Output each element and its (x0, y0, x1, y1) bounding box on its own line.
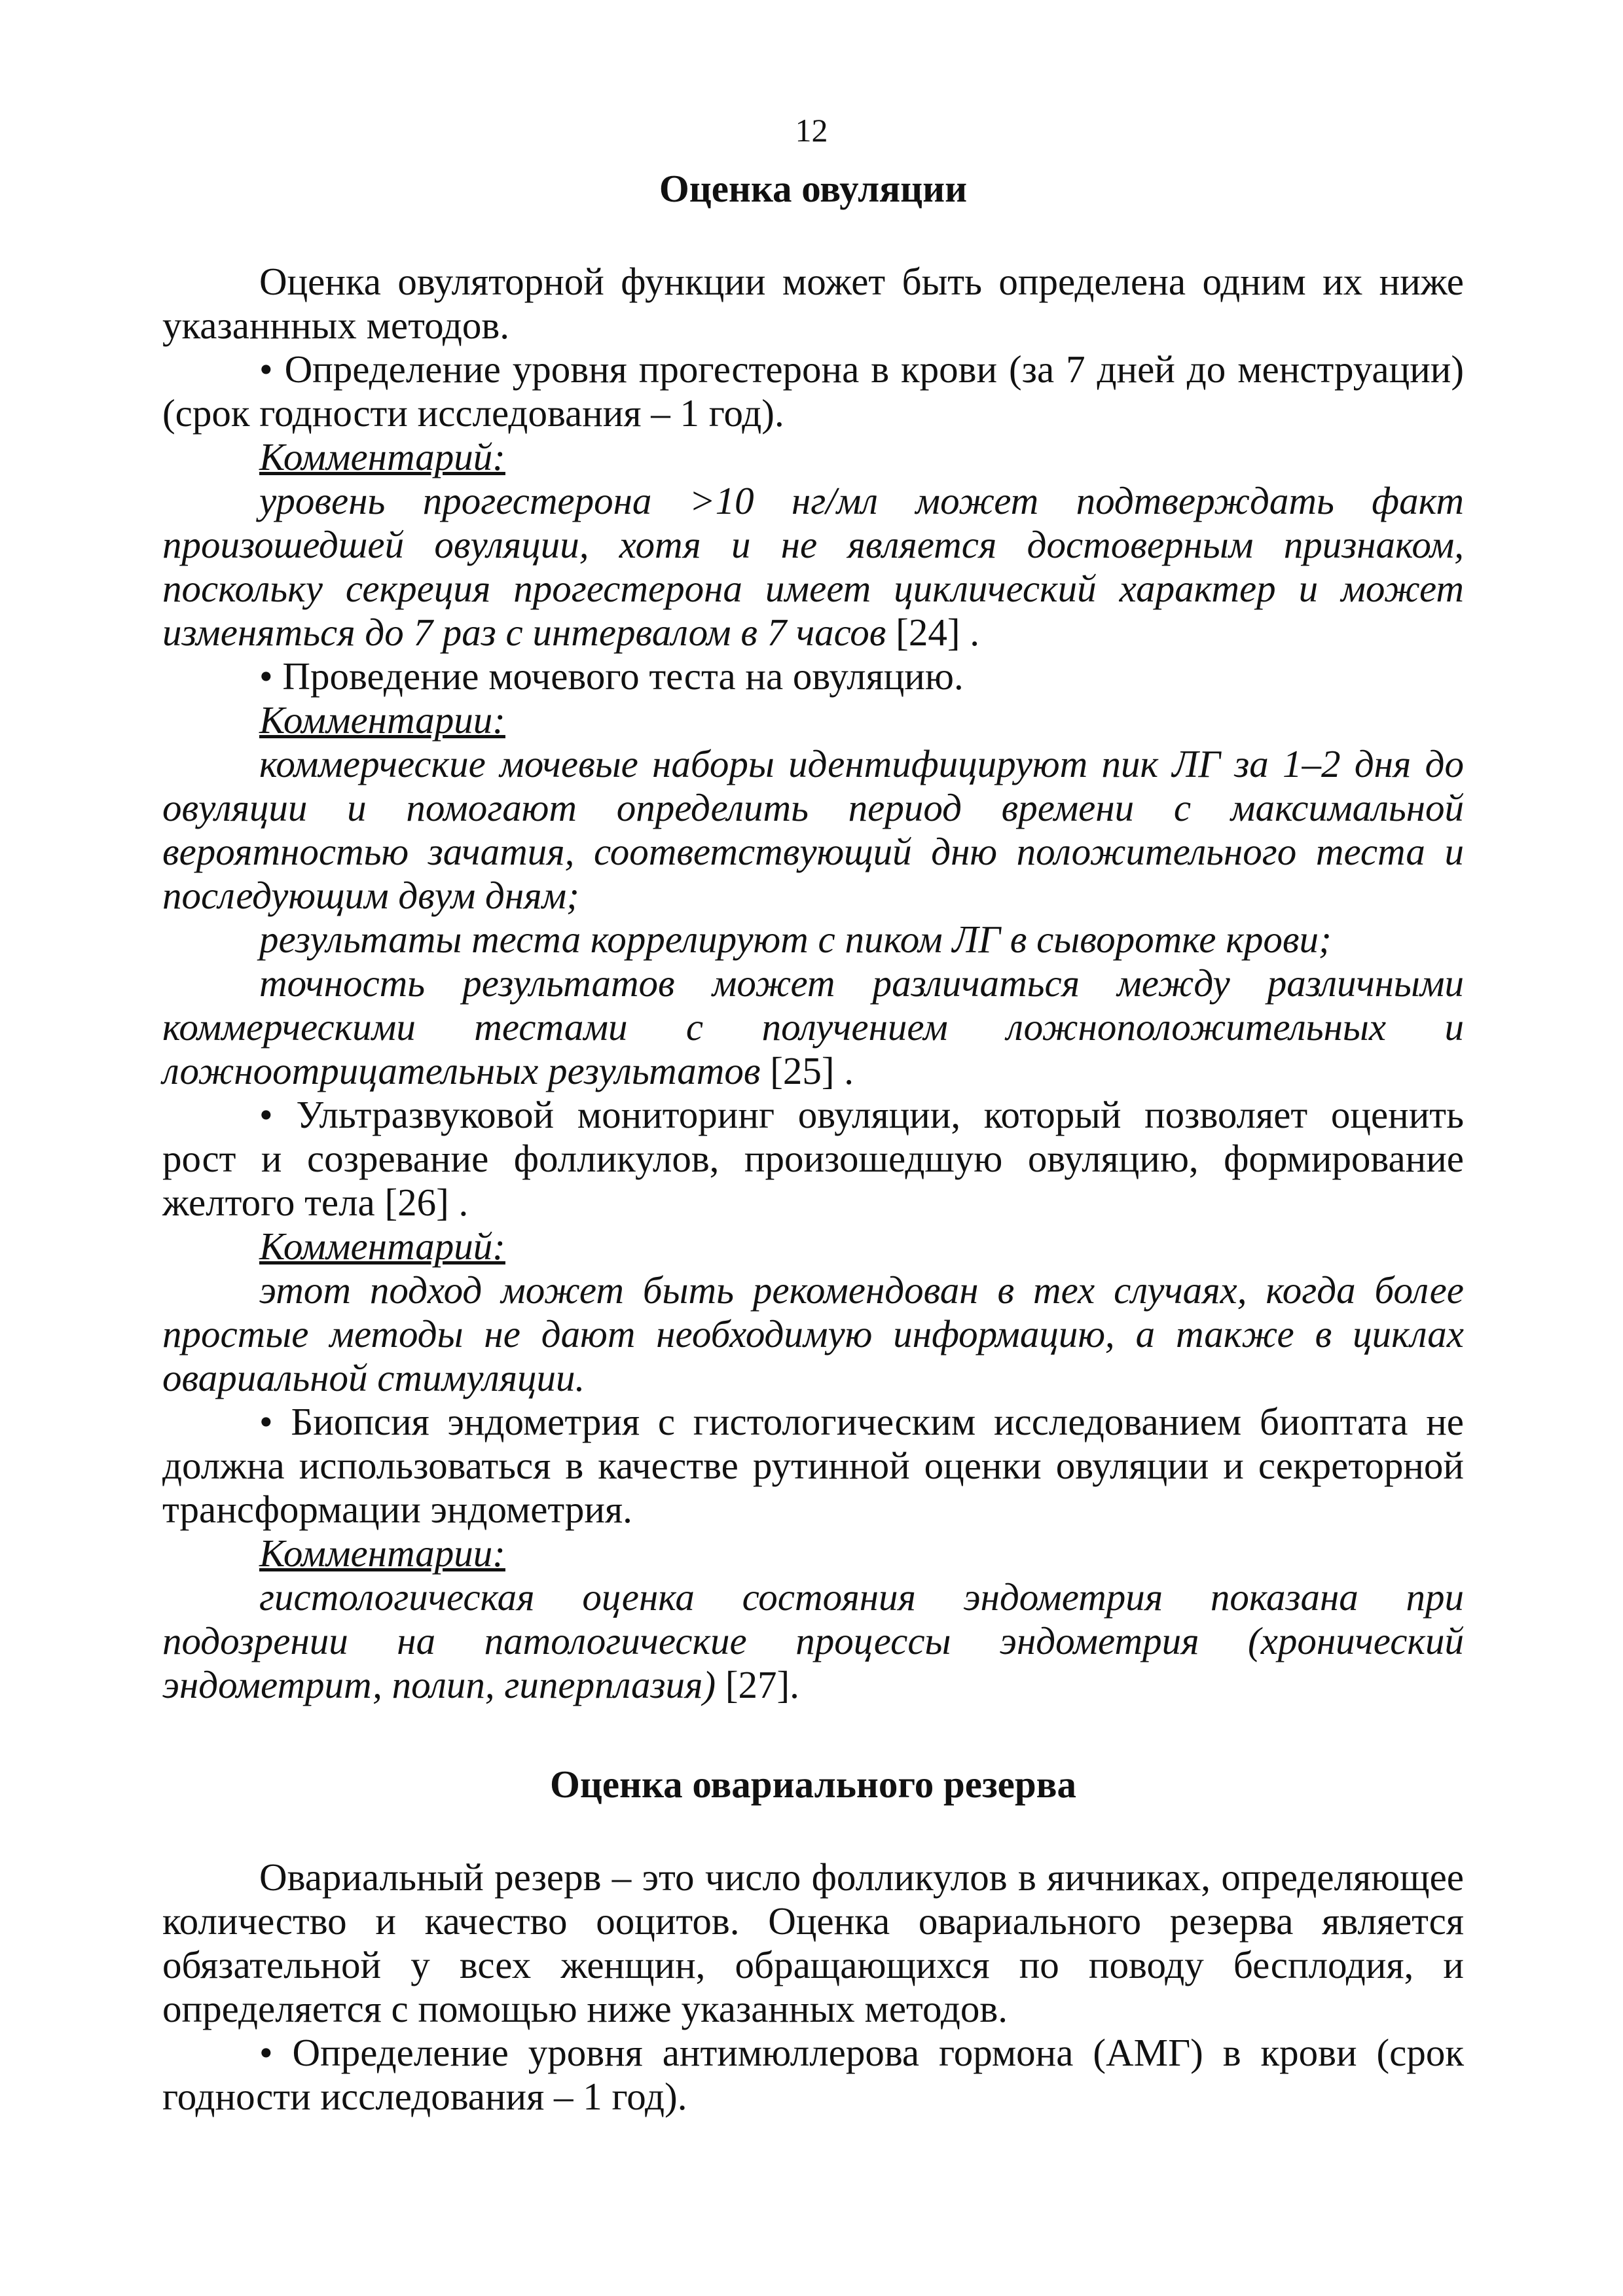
method-item: • Определение уровня прогестерона в крови (за 7 дней до менструации) (срок годности исследования – 1 год). (162, 348, 1464, 435)
comment-label: Комментарии: (259, 1532, 505, 1575)
citation-ref: [25] . (760, 1049, 854, 1092)
section-intro: Оценка овуляторной функции может быть определена одним их ниже указаннных методов. (162, 260, 1464, 347)
section-title-ovulation: Оценка овуляции (659, 167, 968, 210)
method-item: • Определение уровня антимюллерова гормона (АМГ) в крови (срок годности исследования – 1 год). (162, 2031, 1464, 2118)
method-item: • Проведение мочевого теста на овуляцию. (259, 655, 964, 698)
comment-text (162, 918, 1464, 961)
comment-body: уровень прогестерона >10 нг/мл может подтверждать факт произошедшей овуляции, хотя и не является достоверным признаком, поскольку секреция прогестерона имеет циклический характер и может изменяться до 7 раз с интервалом в 7 часов (162, 479, 1464, 654)
comment-text (162, 742, 1464, 918)
section-title-ovarian-reserve: Оценка овариального резерва (549, 1763, 1077, 1806)
comment-text (162, 479, 1464, 655)
page-number: 12 (795, 112, 828, 149)
method-item: • Ультразвуковой мониторинг овуляции, который позволяет оценить рост и созревание фолликулов, произошедшую овуляцию, формирование желтого тела [26] . (162, 1093, 1464, 1224)
comment-label: Комментарии: (259, 698, 505, 742)
comment-body: коммерческие мочевые наборы идентифицируют пик ЛГ за 1–2 дня до овуляции и помогают определить период времени с максимальной вероятностью зачатия, соответствующий дню положительного теста и последующим двум дням; (162, 742, 1464, 917)
method-item: • Биопсия эндометрия с гистологическим исследованием биоптата не должна использоваться в качестве рутинной оценки овуляции и секреторной трансформации эндометрия. (162, 1400, 1464, 1531)
comment-body: точность результатов может различаться между различными коммерческими тестами с получением ложноположительных и ложноотрицательных результатов (162, 961, 1464, 1092)
section-intro: Овариальный резерв – это число фолликулов в яичниках, определяющее количество и качество ооцитов. Оценка овариального резерва является обязательной у всех женщин, обращающихся по поводу бесплодия, и определяется с помощью ниже указанных методов. (162, 1856, 1464, 2030)
comment-body: этот подход может быть рекомендован в тех случаях, когда более простые методы не дают необходимую информацию, а также в циклах овариальной стимуляции. (162, 1268, 1464, 1399)
comment-text (162, 1575, 1464, 1707)
citation-ref: [27]. (716, 1663, 799, 1706)
comment-label: Комментарий: (259, 435, 505, 478)
comment-label: Комментарий: (259, 1225, 505, 1268)
citation-ref: [24] . (886, 611, 979, 654)
comment-text (162, 961, 1464, 1093)
comment-text (162, 1268, 1464, 1400)
comment-body: гистологическая оценка состояния эндометрия показана при подозрении на патологические процессы эндометрия (хронический эндометрит, полип, гиперплазия) (162, 1575, 1464, 1706)
document-body (162, 167, 1464, 2119)
comment-body: результаты теста коррелируют с пиком ЛГ в сыворотке крови; (259, 918, 1332, 961)
